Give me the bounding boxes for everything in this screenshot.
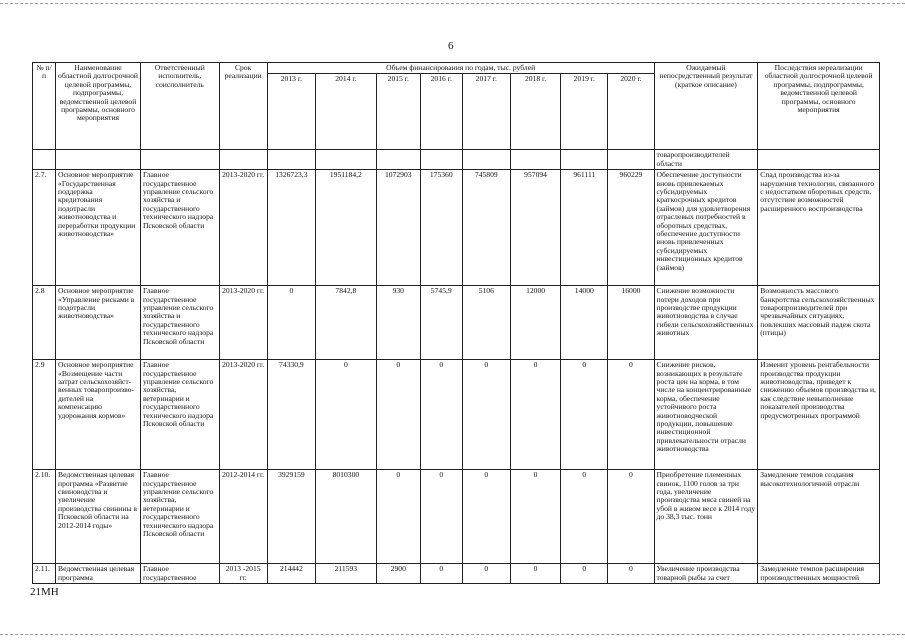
header-consequence: Последствия нереализации областной долгосрочной целевой программы, подпрограммы, ведомственной целевой программы, основного мероприятия <box>758 63 880 150</box>
header-year: 2020 г. <box>608 74 654 150</box>
row-value: 745809 <box>462 170 510 286</box>
row-executor: Главное государственное управление сельского хозяйства, ветеринарии и государственного технического надзора Псковской области <box>140 360 219 470</box>
row-result: Снижение возможности потери доходов при производстве продукции животноводства в случае гибели сельскохозяйственных животных <box>654 286 758 360</box>
row-value: 12000 <box>510 286 560 360</box>
table-row <box>33 564 880 584</box>
row-value: 0 <box>608 470 654 564</box>
row-value: 0 <box>376 470 420 564</box>
row-value: 0 <box>315 360 376 470</box>
bottom-scan-edge <box>0 634 905 635</box>
row-value: 0 <box>510 564 560 584</box>
row-executor: Главное государственное управление сельского хозяйства и государственного технического надзора Псковской области <box>140 286 219 360</box>
row-period: 2013-2020 гг. <box>219 360 267 470</box>
row-value: 211593 <box>315 564 376 584</box>
row-value: 0 <box>561 470 608 564</box>
row-period: 2013-2020 гг. <box>219 286 267 360</box>
row-num: 2.9 <box>33 360 56 470</box>
row-value: 7842,8 <box>315 286 376 360</box>
row-value: 14000 <box>561 286 608 360</box>
row-value: 1072903 <box>376 170 420 286</box>
row-executor: Главное государственное управление сельского хозяйства, ветеринарии и государственного технического надзора Псковской области <box>140 470 219 564</box>
row-value: 16000 <box>608 286 654 360</box>
row-num: 2.7. <box>33 170 56 286</box>
header-executor: Ответственный исполнитель, соисполнитель <box>140 63 219 150</box>
row-value: 5745,9 <box>420 286 462 360</box>
row-value: 0 <box>420 360 462 470</box>
header-year: 2015 г. <box>376 74 420 150</box>
row-num: 2.10. <box>33 470 56 564</box>
header-num: № п/п <box>33 63 56 150</box>
continuation-text: товаропроизводителей области <box>654 150 758 170</box>
table-row <box>33 470 880 564</box>
table-row <box>33 360 880 470</box>
header-period: Срок реализации <box>219 63 267 150</box>
row-value: 0 <box>462 360 510 470</box>
row-value: 0 <box>267 286 315 360</box>
footer-code: 21МН <box>30 586 59 598</box>
header-year: 2018 г. <box>510 74 560 150</box>
row-name: Ведомственная целевая программа <box>56 564 141 584</box>
funding-table <box>32 62 880 584</box>
row-consequence: Спад производства из-за нарушения технологии, связанного с недостатком оборотных средств, отсутствие возможностей расширенного воспроизводства <box>758 170 880 286</box>
row-executor: Главное государственное управление сельского хозяйства и государственного технического надзора Псковской области <box>140 170 219 286</box>
row-consequence: Замедление темпов создания высокотехнологичной отрасли <box>758 470 880 564</box>
row-value: 0 <box>462 564 510 584</box>
row-value: 0 <box>462 470 510 564</box>
row-consequence: Замедление темпов расширения производственных мощностей <box>758 564 880 584</box>
row-value: 2900 <box>376 564 420 584</box>
header-year: 2014 г. <box>315 74 376 150</box>
row-value: 0 <box>376 360 420 470</box>
row-value: 961111 <box>561 170 608 286</box>
row-value: 0 <box>510 470 560 564</box>
row-value: 175360 <box>420 170 462 286</box>
row-value: 0 <box>420 564 462 584</box>
row-value: 0 <box>608 564 654 584</box>
table-row-continuation <box>33 150 880 170</box>
top-scan-edge <box>0 3 905 4</box>
row-value: 3929159 <box>267 470 315 564</box>
row-period: 2013 -2015 гг. <box>219 564 267 584</box>
row-value: 960229 <box>608 170 654 286</box>
row-result: Обеспечение доступности вновь привлекаемых субсидируемых краткосрочных кредитов (займов) для удовлетворения отраслевых потребностей в оборотных средствах, обеспечение доступности вновь привлеченных субсидируемых инвестиционных кредитов (займов) <box>654 170 758 286</box>
row-consequence: Возможность массового банкротства сельскохозяйственных товаропроизводителей при чрезвычайных ситуациях, повлекших массовый падеж скота (птицы) <box>758 286 880 360</box>
row-name: Основное мероприятие «Управление рисками в подотрасли животноводства» <box>56 286 141 360</box>
row-value: 0 <box>561 564 608 584</box>
row-value: 1326723,3 <box>267 170 315 286</box>
row-executor: Главное государственное <box>140 564 219 584</box>
row-period: 2013-2020 гг. <box>219 170 267 286</box>
row-value: 930 <box>376 286 420 360</box>
row-name: Ведомственная целевая программа «Развитие свиноводства и увеличение производства свинины в Псковской области на 2012-2014 годы» <box>56 470 141 564</box>
row-value: 0 <box>608 360 654 470</box>
table-row <box>33 286 880 360</box>
page-number: 6 <box>448 40 454 52</box>
row-result: Увеличение производства товарной рыбы за счет <box>654 564 758 584</box>
row-value: 214442 <box>267 564 315 584</box>
header-year: 2019 г. <box>561 74 608 150</box>
row-name: Основное мероприятие «Возмещение части затрат сельскохозяйст-венных товаропроизво-дителей на компенсацию удорожания кормов» <box>56 360 141 470</box>
row-num: 2.11. <box>33 564 56 584</box>
header-year: 2016 г. <box>420 74 462 150</box>
header-year: 2013 г. <box>267 74 315 150</box>
row-value: 0 <box>561 360 608 470</box>
row-value: 8010300 <box>315 470 376 564</box>
row-num: 2.8 <box>33 286 56 360</box>
row-value: 0 <box>420 470 462 564</box>
row-name: Основное мероприятие «Государственная поддержка кредитования подотрасли животноводства и переработки продукции животноводства» <box>56 170 141 286</box>
row-value: 957094 <box>510 170 560 286</box>
row-consequence: Изменит уровень рентабельности производства продукции животноводства, приведет к снижению объемов производства и, как следствие невыполнение показателей производства предусмотренных программой <box>758 360 880 470</box>
row-value: 5106 <box>462 286 510 360</box>
row-period: 2012-2014 гг. <box>219 470 267 564</box>
row-result: Приобретение племенных свинок, 1100 голов за три года, увеличение производства мяса свиней на убой в живом весе к 2014 году до 38,3 тыс. тонн <box>654 470 758 564</box>
header-year: 2017 г. <box>462 74 510 150</box>
header-funding: Объем финансирования по годам, тыс. рублей <box>267 63 654 74</box>
row-result: Снижение рисков, возникающих в результате роста цен на корма, в том числе на концентрированные корма, обеспечение устойчивого роста животноводческой продукции, повышение инвестиционной привлекательности отрасли животноводства <box>654 360 758 470</box>
table-row <box>33 170 880 286</box>
row-value: 1951184,2 <box>315 170 376 286</box>
header-name: Наименование областной долгосрочной целевой программы, подпрограммы, ведомственной целевой программы, основного мероприятия <box>56 63 141 150</box>
row-value: 74330,9 <box>267 360 315 470</box>
header-result: Ожидаемый непосредственный результат (краткое описание) <box>654 63 758 150</box>
row-value: 0 <box>510 360 560 470</box>
